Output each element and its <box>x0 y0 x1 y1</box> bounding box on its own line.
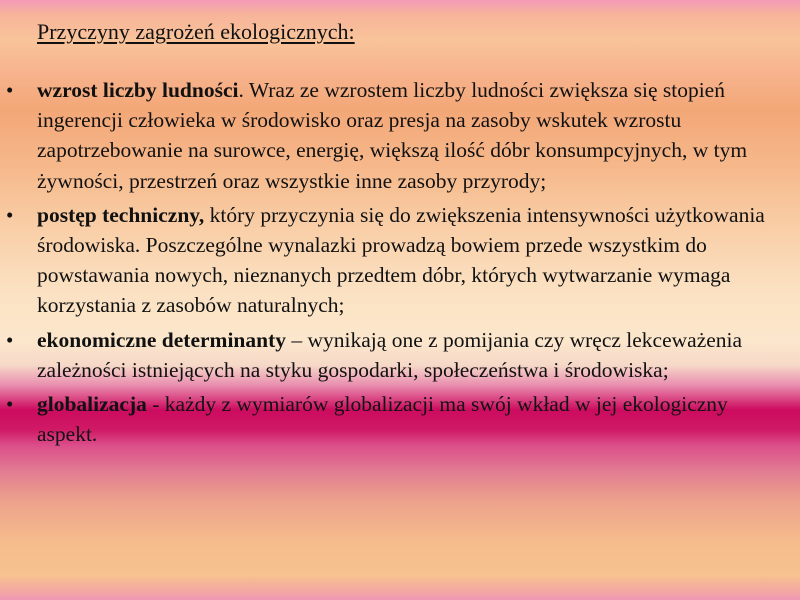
item-text: . Wraz ze wzrostem liczby ludności zwiększa się stopień ingerencji człowieka w środowisko oraz presja na zasoby wskutek wzrostu zapotrzebowanie na surowce, energię, większą ilość dóbr konsumpcyjnych, w tym żywności, przestrzeń oraz wszystkie inne zasoby przyrody; <box>37 78 748 193</box>
list-item <box>0 389 800 449</box>
bullet-marker: • <box>6 202 14 227</box>
bullet-list <box>0 75 800 453</box>
list-item <box>0 75 800 196</box>
list-item <box>0 200 800 321</box>
item-term: postęp techniczny, <box>37 202 205 227</box>
item-text: który przyczynia się do zwiększenia intensywności użytkowania środowiska. Poszczególne wynalazki prowadzą bowiem przede wszystkim do powstawania nowych, nieznanych przedtem dóbr, których wytwarzanie wymaga korzystania z zasobów naturalnych; <box>37 202 765 318</box>
item-text: – wynikają one z pomijania czy wręcz lekceważenia zależności istniejących na styku gospodarki, społeczeństwa i środowiska; <box>37 327 743 382</box>
bullet-marker: • <box>6 78 14 102</box>
list-item <box>0 325 800 385</box>
bullet-marker: • <box>6 327 14 352</box>
slide-title: Przyczyny zagrożeń ekologicznych: <box>37 19 355 44</box>
bullet-marker: • <box>6 392 14 417</box>
item-term: globalizacja <box>37 392 147 417</box>
item-term: ekonomiczne determinanty <box>37 327 287 352</box>
item-text: - każdy z wymiarów globalizacji ma swój wkład w jej ekologiczny aspekt. <box>37 392 728 447</box>
item-term: wzrost liczby ludności <box>37 78 239 102</box>
